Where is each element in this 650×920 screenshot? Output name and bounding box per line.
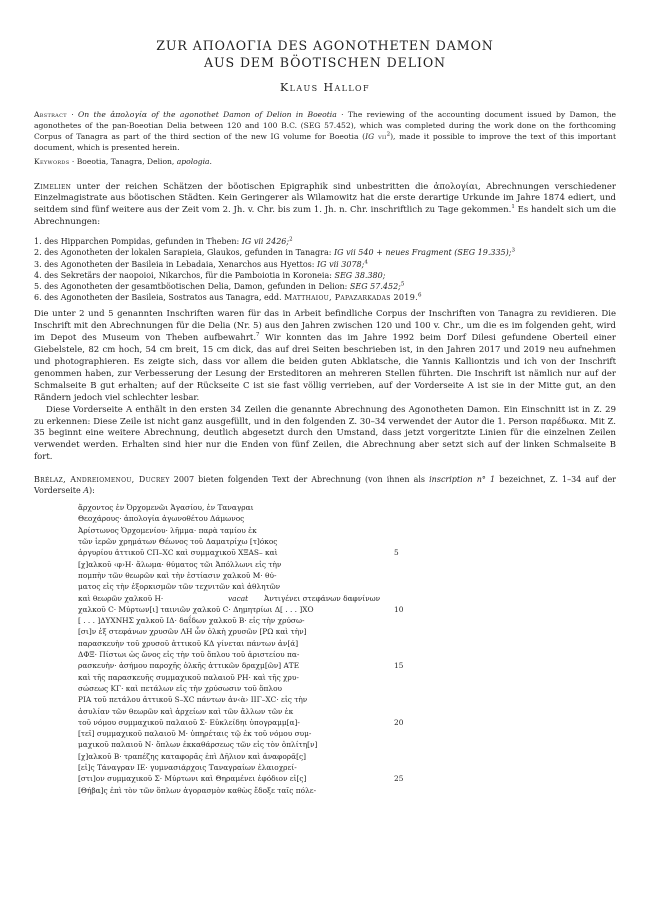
line-number: 25	[394, 774, 404, 784]
inscription-line	[78, 694, 418, 705]
inscription-line	[78, 525, 418, 536]
edition-end: ):	[89, 486, 95, 496]
paragraph-3: Diese Vorderseite A enthält in den ersten 34 Zeilen die genannte Abrechnung des Agonotheten Damon. Ein Einschnitt ist in Z. 29 zu erkennen: Diese Zeile ist nicht ganz ausgefüllt, und in den folgenden Z. 30–34 verwendet der Autor die 1. Person παρέδωκα. Mit Z. 35 beginnt eine weitere Abrechnung, deutlich abgesetzt durch den Umstand, dass jetzt vorgeritzte Linien für die einzelnen Zeilen verwendet werden. Erhalten sind hier nur die Enden von fünf Zeilen, die Abrechnung aber setzt sich auf der linken Schmalseite B fort.	[34, 404, 616, 463]
inscription-line	[78, 717, 418, 728]
inscription-line	[78, 593, 418, 604]
list-ref: IG vii 2426;	[241, 237, 290, 247]
inscription-line-text: καὶ τῆς παρασκευῆς συμμαχικοῦ παλαιοῦ ΡΗ· καὶ τῆς χρυ-	[78, 672, 299, 682]
inscription-line	[78, 559, 418, 570]
line-number: 20	[394, 717, 404, 727]
inscription-line	[78, 502, 418, 513]
keywords-label: Keywords	[34, 156, 70, 166]
edition-intro	[34, 474, 616, 496]
p2-end: Wir konnten das im Jahre 1992 beim Dorf Dilesi gefundene Oberteil einer Giebelstele, 82 cm hoch, 54 cm breit, 15 cm dick, das auf drei Seiten beschrieben ist, in den Jahren 2017 und 2019 neu aufnehmen und photographieren. Es zeigte sich, dass vor allem die beiden guten Abklatsche, die Yannis Kalliontzis und ich von der Inschrift genommen haben, zur Verbesserung der Lesung der Ersteditoren an mehreren Stellen führten. Die Inschrift ist nämlich nur auf der Schmalseite B gut erhalten; auf der Rückseite C ist sie fast völlig verrieben, auf der Vorderseite A ist sie in der Mitte gut, an den Rändern jedoch viel schlechter lesbar.	[34, 333, 616, 403]
abstract-sep: ·	[66, 110, 78, 119]
list-item	[34, 247, 616, 258]
p1-end: Es handelt sich um die Abrechnungen:	[34, 205, 616, 228]
list-ref: IG vii 540 + neues Fragment (SEG 19.335);	[334, 248, 512, 258]
edition-text: 2007 bieten folgenden Text der Abrechnung (von ihnen als	[169, 475, 430, 485]
list-text: des Sekretärs der naopoioi, Nikarchos, für die Pamboiotia in Koroneia:	[44, 270, 335, 280]
line-number: 15	[394, 661, 404, 671]
list-item	[34, 281, 616, 292]
inscription-line	[78, 751, 418, 762]
footnote-ref: 2	[289, 236, 293, 243]
inscription-line-text: ἀργυρίου ἀττικοῦ CΠ–ΧC καὶ συμμαχικοῦ ΧΞΑS– καὶ	[78, 548, 278, 558]
inscription-line-text: [ . . . ]ΔΥΧΝΗΣ χαλκοῦ ΙΔ· δαΐδων χαλκοῦ Β· εἰς τὴν χρύσω-	[78, 616, 305, 626]
list-num: 3.	[34, 259, 42, 269]
inscription-line-text: ΡΙΑ τοῦ πετάλου ἀττικοῦ S–ΧC πάντων ἀν‹ὰ› ΙΙΓ–ΧC· εἰς τὴν	[78, 695, 308, 705]
body-text	[34, 182, 616, 465]
inscription-line-text: τῶν ἱερῶν χρημάτων Θέωνος τοῦ Δαματρίχω [τ]όκος	[78, 537, 278, 547]
inscription-line-text: [εἰ]ς Τάναγραν ΙΕ· γυμνασιάρχοις Ταναγραίων ἐλαιοχρεί-	[78, 762, 297, 772]
list-num: 2.	[34, 248, 42, 258]
inscription-line-text: [χ]αλκοῦ Β· τραπέζης καταφορᾶς ἐπὶ Δῆλιον καὶ ἀναφορᾶ[ς]	[78, 751, 307, 761]
list-item	[34, 270, 616, 281]
edition-it2: A	[83, 486, 90, 496]
page	[34, 0, 616, 796]
inscription-line	[78, 706, 418, 717]
list-ref: SEG 38.380;	[334, 270, 386, 280]
inscription-line	[78, 536, 418, 547]
list-item	[34, 236, 616, 247]
inscription-line-text: Θεοχάρους· ἀπολογία ἀγωνοθέτου Δάμωνος	[78, 514, 245, 524]
keywords-text: · Boeotia, Tanagra, Delion,	[69, 156, 177, 166]
p1-text: unter der reichen Schätzen der böotischen Epigraphik sind unbestritten die ἀπολογίαι, Abrechnungen verschiedener Einzelmagistrate aus böotischen Städten. Kein Geringerer als Wilamowitz hat die erste derartige Urkunde im Jahre 1874 ediert, und seitdem sind fünf weitere aus der Zeit vom 2. Jh. v. Chr. bis zum 1. Jh. n. Chr. inschriftlich zu Tage gekommen.	[34, 181, 616, 216]
list-num: 6.	[34, 293, 42, 303]
inscription-line	[78, 547, 418, 558]
greek-inscription-text	[78, 502, 418, 796]
footnote-ref: 6	[417, 292, 422, 299]
inscription-line-text: ρασκευὴν· ἀσήμου παροχῆς ὁλκῆς ἀττικῶν δραχμ[ῶν] ΑΤΕ	[78, 661, 300, 671]
inscription-line-text: καὶ θεωρῶν χαλκοῦ Η·	[78, 593, 164, 603]
inscription-line-text: [στι]ον συμμαχικοῦ Σ· Μύρτωνι καὶ Θηραμένει ἐφόδιον εἰ[ς]	[78, 774, 307, 784]
inscription-line-text: σώσεως ΚΓ· καὶ πετάλων εἰς τὴν χρύσωσιν τοῦ ὅπλου	[78, 683, 283, 693]
vacat-mark: vacat	[228, 593, 249, 603]
footnote-ref: 3	[511, 247, 515, 254]
paragraph-2	[34, 309, 616, 404]
abstract-title: On the ἀπολογία of the agonothet Damon of Delion in Boeotia	[78, 110, 337, 119]
line-number: 5	[394, 548, 399, 558]
footnote-ref: 7	[256, 332, 260, 339]
list-text: des Agonotheten der gesamtböotischen Delia, Damon, gefunden in Delion:	[44, 281, 350, 291]
list-text: des Agonotheten der lokalen Sarapieia, Glaukos, gefunden in Tanagra:	[44, 248, 335, 258]
inscription-line-text: [σι]ν ἐξ στεφάνων χρυσῶν ΛΗ ὧν ὁλκὴ χρυσῶν [ΡΩ καὶ τὴν]	[78, 627, 307, 637]
inscription-line-text: πομπὴν τῶν θεωρῶν καὶ τὴν ἑστίασιν χαλκοῦ Μ· θύ-	[78, 570, 277, 580]
list-ref: SEG 57.452;	[349, 281, 401, 291]
inscription-line	[78, 773, 418, 784]
footnote-ref: 4	[364, 258, 368, 265]
inscription-line	[78, 672, 418, 683]
inscription-line	[78, 626, 418, 637]
p2-text: Die unter 2 und 5 genannten Inschriften waren für das in Arbeit befindliche Corpus der Inschriften von Tanagra zu revidieren. Die Inschrift mit den Abrechnungen für die Delia (Nr. 5) aus den Jahren zwischen 120 und 100 v. Chr., um die es im folgenden geht, wird im Depot des Museum von Theben aufbewahrt.	[34, 309, 616, 344]
list-ref: Matthaiou, Papazarkadas 2019.	[284, 293, 418, 303]
inscription-line-text: ΔΦΞ· Πίστωι ὡς ὤνος εἰς τὴν τοῦ ὅπλου τοῦ ἀριστείου πα-	[78, 650, 300, 660]
inscription-line-text: μαχικοῦ παλαιοῦ Ν· ὅπλων ἐκκαθάρσεως τῶν εἰς τὸν ὁπλίτη[ν]	[78, 740, 318, 750]
abstract-ig-vol: vii	[374, 131, 387, 141]
inscription-line-text: Ἀρίστωνος Ὀρχομενίου· λῆμμα· παρὰ ταμίου ἐκ	[78, 525, 257, 535]
inscription-line	[78, 604, 418, 615]
list-text: des Hipparchen Pompidas, gefunden in Theben:	[44, 237, 242, 247]
footnote-ref: 1	[511, 204, 515, 211]
inscription-line	[78, 683, 418, 694]
keywords	[34, 157, 616, 168]
list-item	[34, 292, 616, 303]
inscription-line-text: ματος εἰς τὴν ἐξορκισμῶν τῶν τεχνιτῶν καὶ ἀθλητῶν	[78, 582, 281, 592]
inscription-line	[78, 581, 418, 592]
list-num: 4.	[34, 270, 42, 280]
inscription-line-text: ἄρχοντος ἐν Ὀρχομενῶι Ἀγασίου, ἐν Ταναγραι	[78, 503, 254, 513]
line-number: 10	[394, 604, 404, 614]
list-num: 1.	[34, 237, 42, 247]
list-num: 5.	[34, 281, 42, 291]
article-title	[34, 37, 616, 71]
abstract-ig-sup: 2	[386, 131, 391, 138]
edition-it: inscription n° 1	[429, 475, 496, 485]
keywords-it: apologia	[176, 156, 210, 166]
footnote-ref: 5	[400, 281, 405, 288]
list-ref: IG vii 3078;	[316, 259, 365, 269]
p1-lead: Zimelien	[34, 181, 72, 192]
title-line-2: AUS DEM BÖOTISCHEN DELION	[204, 55, 446, 70]
edition-text2: bezeichnet, Z. 1–34 auf der Vorderseite	[34, 475, 617, 496]
abstract-text-a: · The reviewing of the accounting document issued by Damon, the agonothetes of the pan-Boeotian Delia between 120 and 100 B.C. (SEG 57.452), which was completed during the work done on the forthcoming Corpus of Tanagra as part of the third section of the new IG volume for Boeotia (	[34, 110, 616, 141]
abstract-text-b: ), made it possible to improve the text of this important document, which is presented herein.	[34, 131, 616, 152]
inscription-line-rest: Ἀντιγένει στεφάνων δαφνίνων	[264, 593, 381, 603]
inscription-line	[78, 739, 418, 750]
inscription-line-text: [τεῖ] συμμαχικοῦ παλαιοῦ Μ· ὑπηρέταις τῷ ἐκ τοῦ νόμου συμ-	[78, 729, 312, 739]
inscription-line	[78, 785, 418, 796]
inscription-line	[78, 615, 418, 626]
inscription-line	[78, 638, 418, 649]
abrechnungen-list	[34, 236, 616, 303]
inscription-line	[78, 660, 418, 671]
list-text: des Agonotheten der Basileia, Sostratos aus Tanagra, edd.	[44, 293, 285, 303]
inscription-line-text: παρασκευὴν τοῦ χρυσοῦ ἀττικοῦ ΚΔ γίνεται πάντων ἀν[ά]	[78, 638, 299, 648]
inscription-line	[78, 728, 418, 739]
inscription-line	[78, 570, 418, 581]
inscription-line	[78, 649, 418, 660]
paragraph-1	[34, 182, 616, 230]
author: Klaus Hallof	[280, 81, 370, 94]
inscription-line-text: [χ]αλκοῦ ‹φ›Η· ἄλωμα· θύματος τῶι Ἀπόλλωνι εἰς τὴν	[78, 559, 282, 569]
title-line-1: ZUR ΑΠΟΛΟΓΙΑ DES AGONOTHETEN DAMON	[156, 38, 494, 53]
inscription-line	[78, 513, 418, 524]
edition-authors: Brélaz, Andreiomenou, Ducrey	[34, 475, 170, 485]
list-item	[34, 259, 616, 270]
keywords-end: .	[209, 156, 212, 166]
inscription-line-text: [Θήβα]ς ἐπὶ τὸν τῶν ὅπλων ἀγορασμὸν καθὼς ἔδοξε ταῖς πόλε-	[78, 785, 317, 795]
abstract-label: Abstract	[34, 110, 67, 119]
inscription-line-text: χαλκοῦ C· Μύρτων[ι] ταινιῶν χαλκοῦ C· Δημητρίωι Δ[ . . . ]ΧΟ	[78, 604, 314, 614]
inscription-line-text: ἀσυλίαν τῶν θεωρῶν καὶ ἀρχείων καὶ τῶν ἄλλων τῶν ἐκ	[78, 706, 294, 716]
inscription-line-text: τοῦ νόμου συμμαχικοῦ παλαιοῦ Σ· Εὐκλείδηι ὑπογραμμ[α]-	[78, 717, 300, 727]
list-text: des Agonotheten der Basileia in Lebadaia, Xenarchos aus Hyettos:	[44, 259, 317, 269]
abstract-ig: IG	[365, 131, 375, 141]
abstract	[34, 110, 616, 154]
inscription-line	[78, 762, 418, 773]
